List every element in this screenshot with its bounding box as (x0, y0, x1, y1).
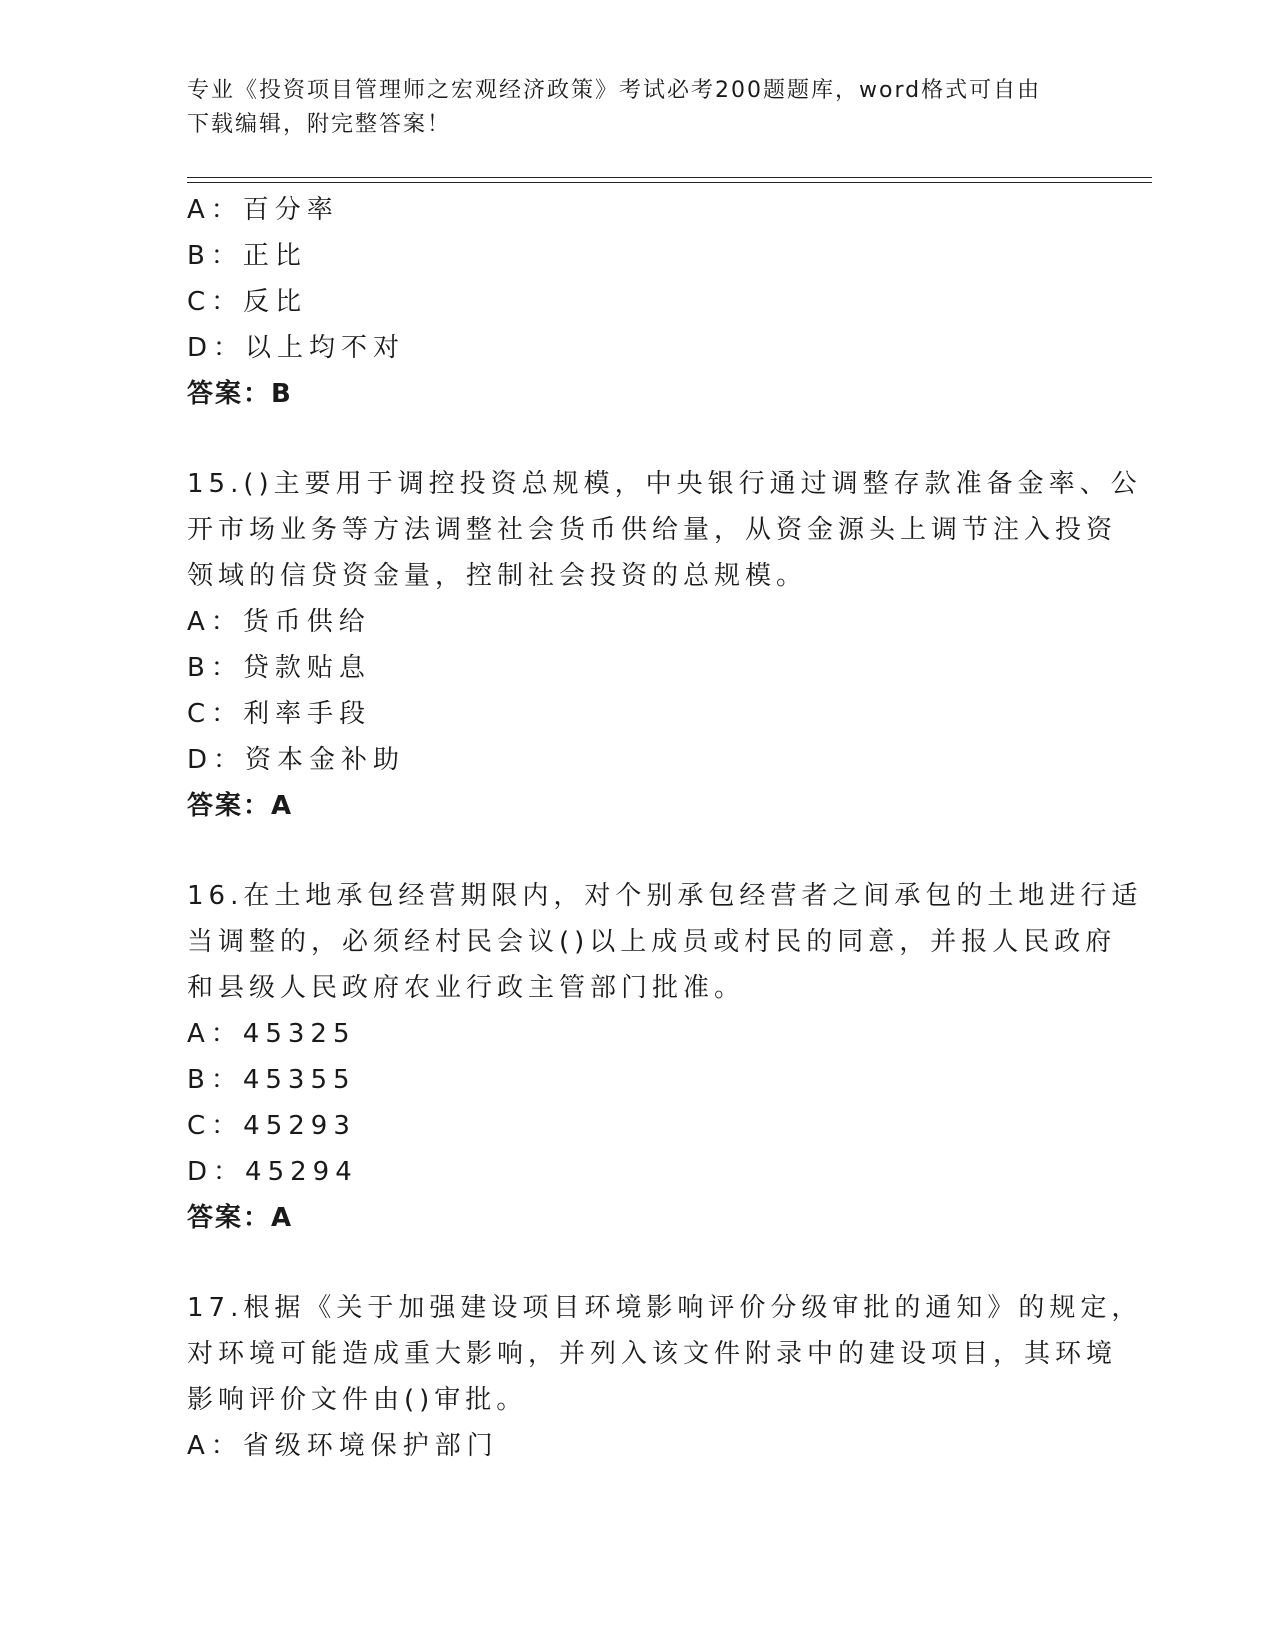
question-text-line: 和县级人民政府农业行政主管部门批准。 (187, 973, 746, 1003)
question-gap (187, 417, 1087, 461)
question-list (187, 187, 1143, 1469)
option-a: A：省级环境保护部门 (187, 1431, 499, 1461)
option-a: A：货币供给 (187, 607, 371, 637)
question-16 (187, 873, 1143, 1241)
option-b: B：45355 (187, 1065, 356, 1095)
question-text-line: 领域的信贷资金量，控制社会投资的总规模。 (187, 561, 808, 591)
answer: 答案：A (187, 1203, 294, 1233)
question-17 (187, 1285, 1143, 1469)
question-text-line: 15.()主要用于调控投资总规模，中央银行通过调整存款准备金率、公 (187, 469, 1142, 499)
question-15 (187, 461, 1142, 829)
option-c: C：45293 (187, 1111, 356, 1141)
document-header (187, 74, 1087, 142)
question-gap (187, 829, 1087, 873)
option-c: C：反比 (187, 287, 308, 317)
option-a: A：百分率 (187, 195, 339, 225)
option-d: D：资本金补助 (187, 745, 406, 775)
question-text-line: 17.根据《关于加强建设项目环境影响评价分级审批的通知》的规定， (187, 1293, 1143, 1323)
option-a: A：45325 (187, 1019, 356, 1049)
question-text-line: 16.在土地承包经营期限内，对个别承包经营者之间承包的土地进行适 (187, 881, 1143, 911)
header-line-2: 下载编辑，附完整答案！ (187, 112, 452, 137)
question-text-line: 开市场业务等方法调整社会货币供给量，从资金源头上调节注入投资 (187, 515, 1118, 545)
option-b: B：贷款贴息 (187, 653, 371, 683)
answer: 答案：A (187, 791, 294, 821)
option-d: D：45294 (187, 1157, 358, 1187)
question-text-line: 对环境可能造成重大影响，并列入该文件附录中的建设项目，其环境 (187, 1339, 1118, 1369)
option-d: D：以上均不对 (187, 333, 406, 363)
header-divider-bottom (187, 182, 1152, 183)
question-14 (187, 187, 1087, 417)
header-divider-top (187, 177, 1152, 178)
question-gap (187, 1241, 1087, 1285)
option-b: B：正比 (187, 241, 307, 271)
option-c: C：利率手段 (187, 699, 372, 729)
question-text-line: 影响评价文件由()审批。 (187, 1385, 528, 1415)
header-line-1: 专业《投资项目管理师之宏观经济政策》考试必考200题题库，word格式可自由 (187, 78, 1042, 103)
answer: 答案：B (187, 379, 293, 409)
question-text-line: 当调整的，必须经村民会议()以上成员或村民的同意，并报人民政府 (187, 927, 1117, 957)
